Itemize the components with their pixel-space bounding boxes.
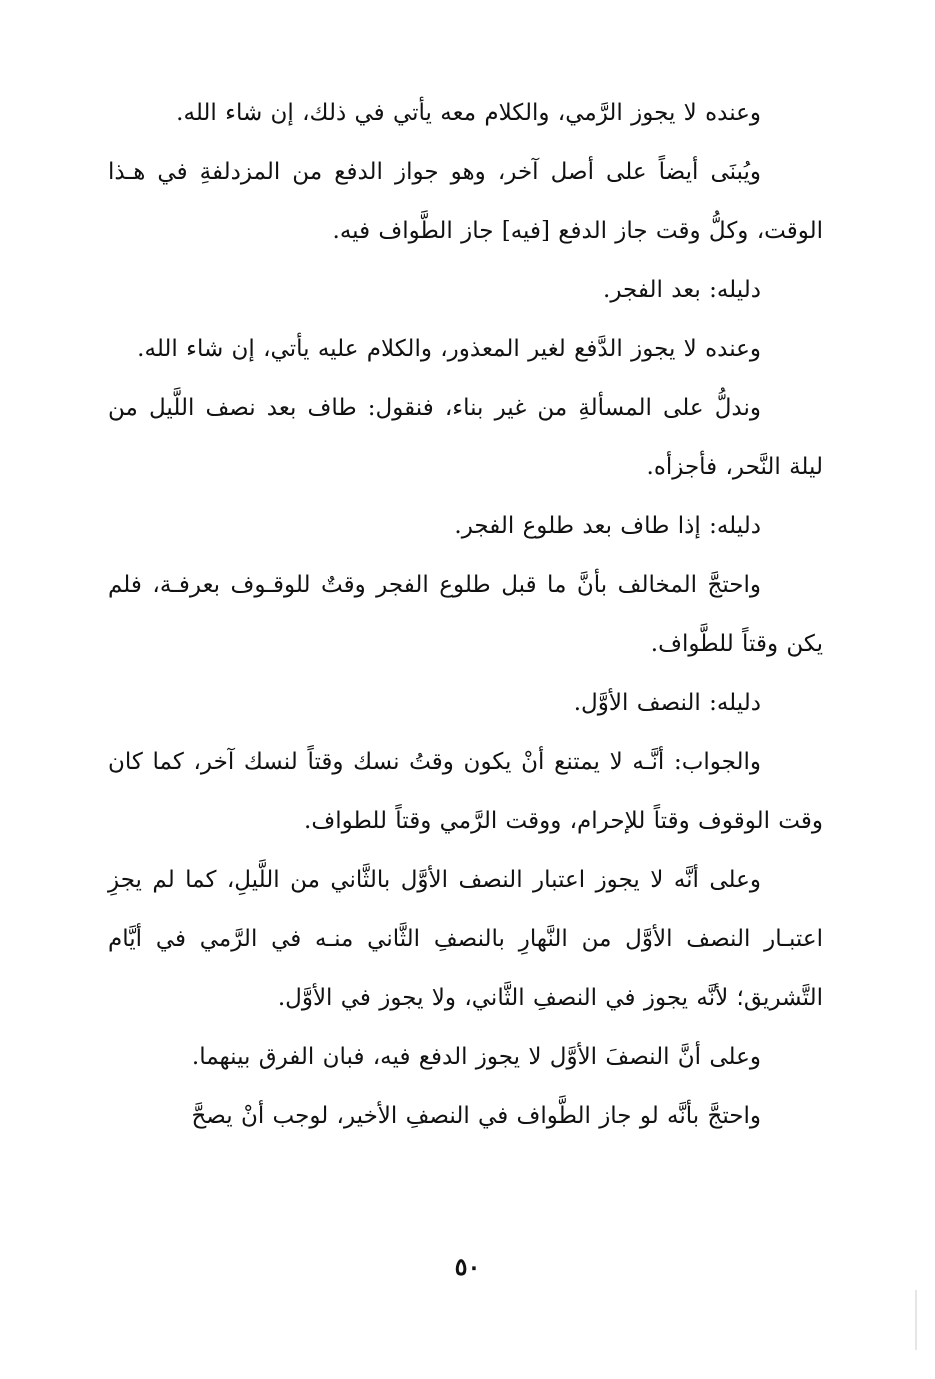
paragraph: واحتجَّ المخالف بأنَّ ما قبل طلوع الفجر وقتٌ للوقـوف بعرفـة، فلم يكن وقتاً للطَّواف. bbox=[108, 572, 823, 657]
paragraph: وعلى أنَّه لا يجوز اعتبار النصف الأوَّل بالثَّاني من اللَّيلِ، كما لم يجزِ اعتبـار النصف الأوَّل من النَّهارِ بالنصفِ الثَّاني منـه في الرَّمي في أيَّام التَّشريق؛ لأنَّه يجوز في النصفِ الثَّاني، ولا يجوز في الأوَّل. bbox=[108, 867, 823, 1011]
paragraph: دليله: بعد الفجر. bbox=[603, 277, 761, 303]
paragraph: ويُبنَى أيضاً على أصل آخر، وهو جواز الدفع من المزدلفةِ في هـذا الوقت، وكلُّ وقت جاز الدفع [فيه] جاز الطَّواف فيه. bbox=[108, 159, 823, 244]
paragraph: واحتجَّ بأنَّه لو جاز الطَّواف في النصفِ الأخير، لوجب أنْ يصحَّ bbox=[191, 1103, 761, 1129]
paragraph: دليله: إذا طاف بعد طلوع الفجر. bbox=[454, 513, 761, 539]
scan-edge-mark bbox=[915, 1290, 917, 1350]
paragraph: وعنده لا يجوز الدَّفع لغير المعذور، والكلام عليه يأتي، إن شاء الله. bbox=[137, 336, 761, 362]
paragraph: والجواب: أنَّـه لا يمتنع أنْ يكون وقتُ نسك وقتاً لنسك آخر، كما كان وقت الوقوف وقتاً للإحرام، ووقت الرَّمي وقتاً للطواف. bbox=[108, 749, 823, 834]
paragraph: وندلُّ على المسألةِ من غير بناء، فنقول: طاف بعد نصف اللَّيل من ليلة النَّحر، فأجزأه. bbox=[108, 395, 823, 480]
page-number: ٥٠ bbox=[454, 1252, 481, 1281]
paragraph: وعنده لا يجوز الرَّمي، والكلام معه يأتي في ذلك، إن شاء الله. bbox=[176, 100, 761, 126]
paragraph: وعلى أنَّ النصفَ الأوَّل لا يجوز الدفع فيه، فبان الفرق بينهما. bbox=[191, 1044, 761, 1070]
paragraph: دليله: النصف الأوَّل. bbox=[573, 690, 761, 716]
body-text bbox=[108, 84, 823, 1146]
